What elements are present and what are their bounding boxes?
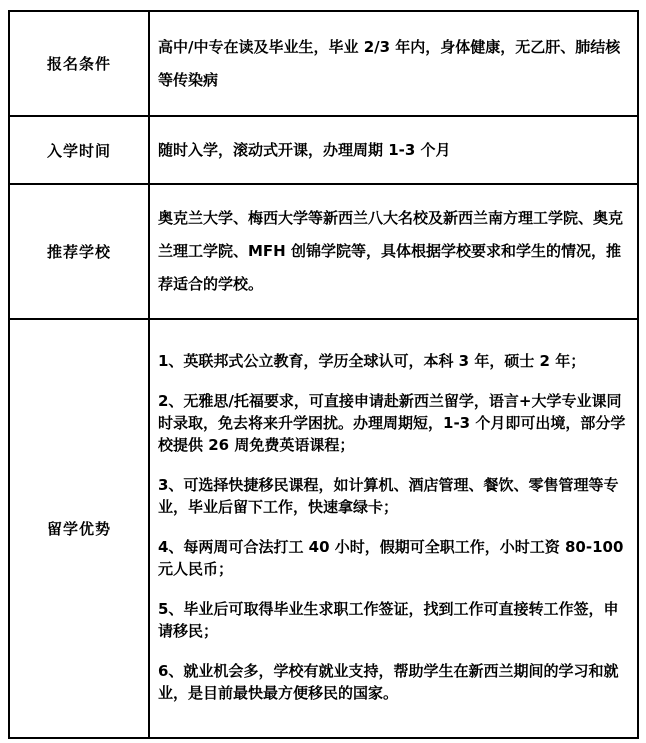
row-label-enrollment-time: 入学时间 bbox=[9, 116, 149, 184]
advantage-item-5: 5、毕业后可取得毕业生求职工作签证，找到工作可直接转工作签，申请移民； bbox=[158, 600, 619, 640]
advantage-item-2: 2、无雅思/托福要求，可直接申请赴新西兰留学，语言+大学专业课同时录取，免去将来升学困扰。办理周期短，1-3 个月即可出境，部分学校提供 26 周免费英语课程； bbox=[158, 392, 626, 454]
advantage-item-1: 1、英联邦式公立教育，学历全球认可，本科 3 年，硕士 2 年； bbox=[158, 352, 586, 370]
row-application-conditions bbox=[9, 11, 638, 116]
advantage-item-3: 3、可选择快捷移民课程，如计算机、酒店管理、餐饮、零售管理等专业，毕业后留下工作，快速拿绿卡； bbox=[158, 476, 619, 516]
advantage-item-4: 4、每两周可合法打工 40 小时，假期可全职工作，小时工资 80-100 元人民币； bbox=[158, 538, 624, 578]
row-content-recommended-schools: 奥克兰大学、梅西大学等新西兰八大名校及新西兰南方理工学院、奥克兰理工学院、MFH 创锦学院等，具体根据学校要求和学生的情况，推荐适合的学校。 bbox=[149, 184, 638, 319]
row-label-recommended-schools: 推荐学校 bbox=[9, 184, 149, 319]
row-enrollment-time bbox=[9, 116, 638, 184]
row-study-advantages bbox=[9, 319, 638, 738]
row-label-application-conditions: 报名条件 bbox=[9, 11, 149, 116]
row-content-application-conditions: 高中/中专在读及毕业生，毕业 2/3 年内，身体健康，无乙肝、肺结核等传染病 bbox=[149, 11, 638, 116]
row-content-study-advantages bbox=[149, 319, 638, 738]
row-recommended-schools bbox=[9, 184, 638, 319]
row-label-study-advantages: 留学优势 bbox=[9, 319, 149, 738]
row-content-enrollment-time: 随时入学，滚动式开课，办理周期 1-3 个月 bbox=[149, 116, 638, 184]
document-page bbox=[8, 10, 639, 739]
advantage-item-6: 6、就业机会多，学校有就业支持，帮助学生在新西兰期间的学习和就业，是目前最快最方便移民的国家。 bbox=[158, 662, 619, 702]
study-info-table bbox=[8, 10, 639, 739]
